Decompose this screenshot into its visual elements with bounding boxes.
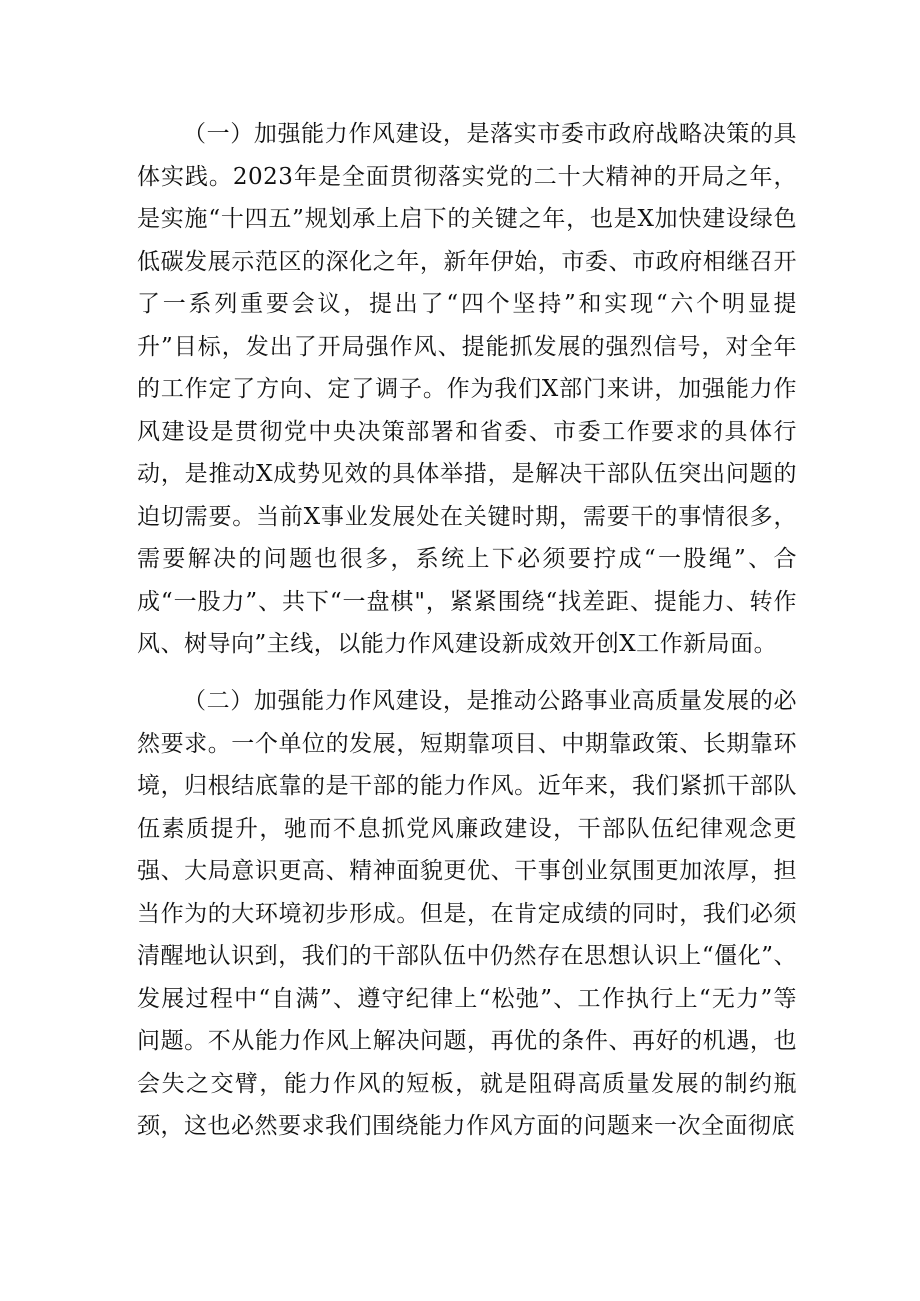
paragraph-1: （一）加强能力作风建设，是落实市委市政府战略决策的具体实践。2023年是全面贯彻落实党的二十大精神的开局之年，是实施“十四五”规划承上启下的关键之年，也是X加快建设绿色低碳发展示范区的深化之年，新年伊始，市委、市政府相继召开了一系列重要会议，提出了“四个坚持”和实现“六个明显提升”目标，发出了开局强作风、提能抓发展的强烈信号，对全年的工作定了方向、定了调子。作为我们X部门来讲，加强能力作风建设是贯彻党中央决策部署和省委、市委工作要求的具体行动，是推动X成势见效的具体举措，是解决干部队伍突出问题的迫切需要。当前X事业发展处在关键时期，需要干的事情很多，需要解决的问题也很多，系统上下必须要拧成“一股绳”、合成“一股力”、共下“一盘棋"，紧紧围绕“找差距、提能力、转作风、树导向”主线，以能力作风建设新成效开创X工作新局面。 bbox=[137, 121, 797, 657]
paragraph-2: （二）加强能力作风建设，是推动公路事业高质量发展的必然要求。一个单位的发展，短期靠项目、中期靠政策、长期靠环境，归根结底靠的是干部的能力作风。近年来，我们紧抓干部队伍素质提升，驰而不息抓党风廉政建设，干部队伍纪律观念更强、大局意识更高、精神面貌更优、干事创业氛围更加浓厚，担当作为的大环境初步形成。但是，在肯定成绩的同时，我们必须清醒地认识到，我们的干部队伍中仍然存在思想认识上“僵化”、发展过程中“自满”、遵守纪律上“松弛”、工作执行上“无力”等问题。不从能力作风上解决问题，再优的条件、再好的机遇，也会失之交臂，能力作风的短板，就是阻碍高质量发展的制约瓶颈，这也必然要求我们围绕能力作风方面的问题来一次全面彻底 bbox=[137, 688, 797, 1139]
